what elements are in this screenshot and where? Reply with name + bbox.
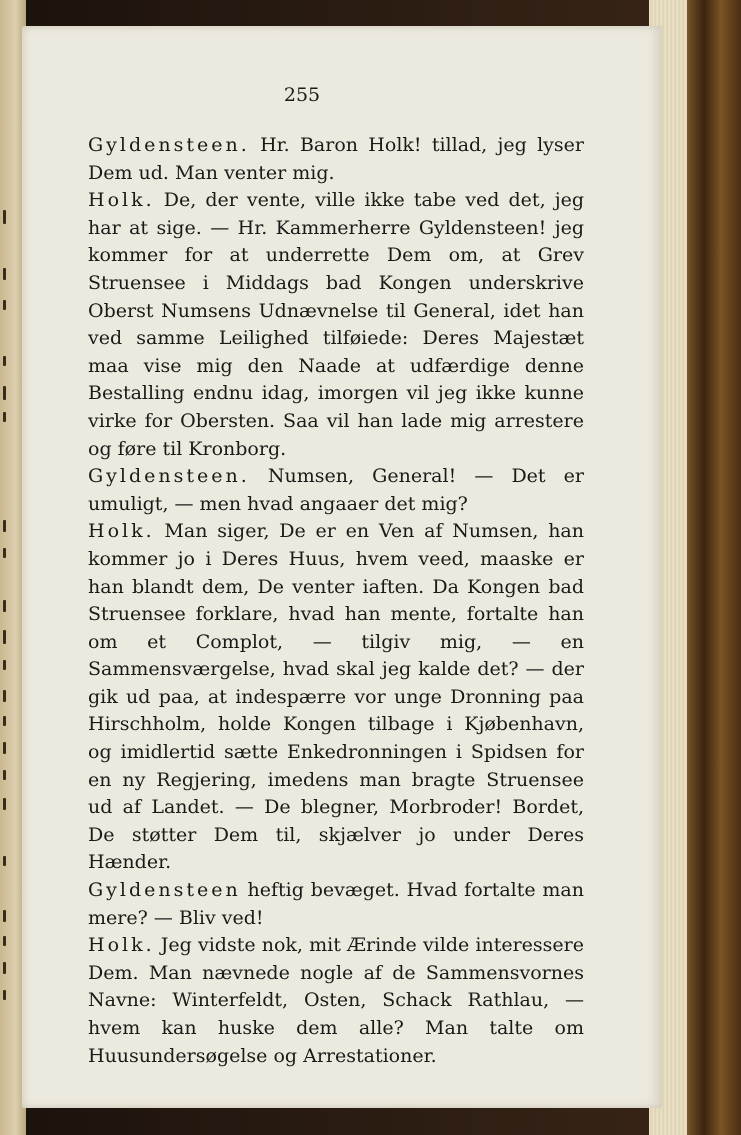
book-page [22,26,662,1108]
dialogue-text: Man siger, De er en Ven af Numsen, han kommer jo i Deres Huus, hvem veed, maaske er han blandt dem, De venter iaften. Da Kongen bad Struensee forklare, hvad han mente, fortalte han om et Complot, — tilgiv mig, — en Sammensværgelse, hvad skal jeg kalde det? — der gik ud paa, at indespærre vor unge Dronning paa Hirschholm, holde Kongen tilbage i Kjøbenhavn, og imidlertid sætte Enkedronningen i Spidsen for en ny Regjering, imedens man bragte Struensee ud af Landet. — De blegner, Morbroder! Bordet, De støtter Dem til, skjælver jo under Deres Hænder. [88,520,584,874]
paragraph [88,932,584,1070]
speaker-name: Gyldensteen [88,879,241,902]
page-stack-edge [649,0,741,1135]
page-body [88,132,584,1070]
paragraph [88,518,584,877]
paragraph [88,877,584,932]
speaker-name: Gyldensteen. [88,134,250,156]
paragraph [88,132,584,187]
dialogue-text: heftig bevæget. Hvad fortalte man mere? — Bliv ved! [88,879,584,929]
speaker-name: Holk. [88,189,155,212]
page-number: 255 [283,84,321,106]
dialogue-text: Hr. Baron Holk! tillad, jeg lyser Dem ud. Man venter mig. [88,134,584,184]
dialogue-text: Numsen, General! — Det er umuligt, — men hvad angaaer det mig? [88,465,584,515]
speaker-name: Gyldensteen. [88,465,250,488]
paragraph [88,187,584,463]
paragraph [88,463,584,518]
dialogue-text: Jeg vidste nok, mit Ærinde vilde interessere Dem. Man nævnede nogle af de Sammensvornes Navne: Winterfeldt, Osten, Schack Rathlau, — hvem kan huske dem alle? Man talte om Huusundersøgelse og Arrestationer. [88,934,584,1067]
dialogue-text: De, der vente, ville ikke tabe ved det, jeg har at sige. — Hr. Kammerherre Gyldensteen! jeg kommer for at underrette Dem om, at Grev Struensee i Middags bad Kongen underskrive Oberst Numsens Udnævnelse til General, idet han ved samme Leilighed tilføiede: Deres Majestæt maa vise mig den Naade at udfærdige denne Bestalling endnu idag, imorgen vil jeg ikke kunne virke for Obersten. Saa vil han lade mig arrestere og føre til Kronborg. [88,189,584,460]
speaker-name: Holk. [88,520,155,543]
speaker-name: Holk. [88,934,155,957]
